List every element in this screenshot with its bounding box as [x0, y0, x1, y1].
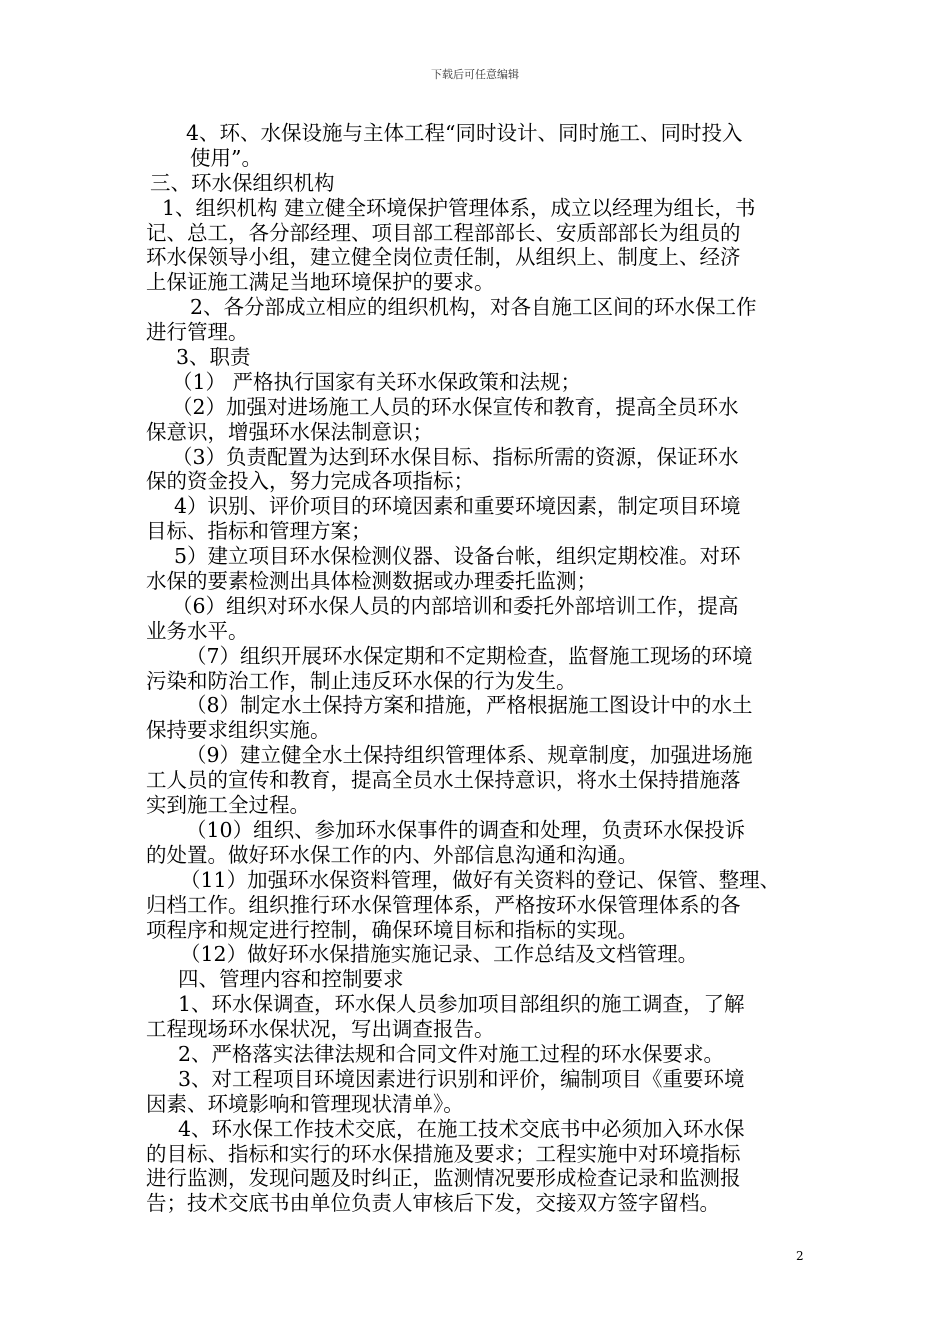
paragraph-line: 4、环水保工作技术交底，在施工技术交底书中必须加入环水保: [178, 1116, 745, 1141]
paragraph-line: （3）负责配置为达到环水保目标、指标所需的资源，保证环水: [172, 444, 739, 469]
paragraph-line: （8）制定水土保持方案和措施，严格根据施工图设计中的水土: [186, 693, 753, 718]
paragraph-line: 2、各分部成立相应的组织机构，对各自施工区间的环水保工作: [190, 295, 757, 320]
paragraph-line: 告；技术交底书由单位负责人审核后下发，交接双方签字留档。: [146, 1191, 720, 1216]
paragraph-line: （10）组织、参加环水保事件的调查和处理，负责环水保投诉: [186, 817, 746, 842]
paragraph-line: 工人员的宣传和教育，提高全员水土保持意识，将水土保持措施落: [146, 768, 741, 793]
paragraph-line: 上保证施工满足当地环境保护的要求。: [146, 270, 495, 295]
paragraph-line: 环水保领导小组，建立健全岗位责任制，从组织上、制度上、经济: [146, 245, 741, 270]
paragraph-line: 污染和防治工作，制止违反环水保的行为发生。: [146, 668, 577, 693]
paragraph-line: 实到施工全过程。: [146, 793, 310, 818]
paragraph-line: 保意识，增强环水保法制意识；: [146, 419, 433, 444]
paragraph-line: 三、环水保组织机构: [150, 170, 335, 195]
paragraph-line: （12）做好环水保措施实施记录、工作总结及文档管理。: [180, 942, 699, 967]
document-body: [146, 121, 818, 1216]
paragraph-line: 的处置。做好环水保工作的内、外部信息沟通和沟通。: [146, 842, 638, 867]
paragraph-line: 1、组织机构 建立健全环境保护管理体系，成立以经理为组长，书: [162, 195, 756, 220]
paragraph-line: 水保的要素检测出具体检测数据或办理委托监测；: [146, 569, 597, 594]
paragraph-line: 四、管理内容和控制要求: [178, 967, 404, 992]
paragraph-line: 归档工作。组织推行环水保管理体系，严格按环水保管理体系的各: [146, 892, 741, 917]
paragraph-line: 因素、环境影响和管理现状清单》。: [146, 1091, 464, 1116]
paragraph-line: 4）识别、评价项目的环境因素和重要环境因素，制定项目环境: [174, 494, 741, 519]
paragraph-line: 的目标、指标和实行的环水保措施及要求；工程实施中对环境指标: [146, 1141, 741, 1166]
paragraph-line: 使用”。: [190, 145, 262, 170]
page-number: 2: [796, 1249, 804, 1263]
paragraph-line: 记、总工，各分部经理、项目部工程部部长、安质部部长为组员的: [146, 220, 741, 245]
paragraph-line: （6）组织对环水保人员的内部培训和委托外部培训工作，提高: [172, 593, 739, 618]
paragraph-line: 进行监测，发现问题及时纠正，监测情况要形成检查记录和监测报: [146, 1166, 741, 1191]
paragraph-line: 目标、指标和管理方案；: [146, 519, 372, 544]
paragraph-line: 进行管理。: [146, 320, 249, 345]
paragraph-line: 保持要求组织实施。: [146, 718, 331, 743]
paragraph-line: （9）建立健全水土保持组织管理体系、规章制度，加强进场施: [186, 743, 753, 768]
paragraph-line: 5）建立项目环水保检测仪器、设备台帐，组织定期校准。对环: [174, 544, 741, 569]
paragraph-line: （11）加强环水保资料管理，做好有关资料的登记、保管、整理、: [180, 867, 781, 892]
paragraph-line: 3、对工程项目环境因素进行识别和评价，编制项目《重要环境: [178, 1066, 745, 1091]
paragraph-line: 3、职责: [176, 345, 251, 370]
paragraph-line: 保的资金投入，努力完成各项指标；: [146, 469, 474, 494]
paragraph-line: （2）加强对进场施工人员的环水保宣传和教育，提高全员环水: [172, 394, 739, 419]
paragraph-line: 2、严格落实法律法规和合同文件对施工过程的环水保要求。: [178, 1041, 725, 1066]
paragraph-line: 工程现场环水保状况，写出调查报告。: [146, 1017, 495, 1042]
paragraph-line: （7）组织开展环水保定期和不定期检查，监督施工现场的环境: [186, 643, 753, 668]
paragraph-line: 项程序和规定进行控制，确保环境目标和指标的实现。: [146, 917, 638, 942]
paragraph-line: 4、环、水保设施与主体工程“同时设计、同时施工、同时投入: [186, 121, 743, 145]
paragraph-line: 1、环水保调查，环水保人员参加项目部组织的施工调查，了解: [178, 992, 745, 1017]
page-header: 下载后可任意编辑: [431, 68, 519, 81]
paragraph-line: （1） 严格执行国家有关环水保政策和法规；: [172, 369, 582, 394]
paragraph-line: 业务水平。: [146, 618, 249, 643]
